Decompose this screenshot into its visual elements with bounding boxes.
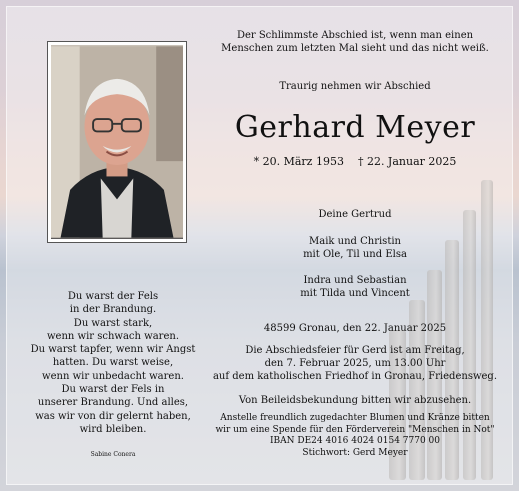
portrait-photo: [48, 42, 186, 242]
place-and-date: 48599 Gronau, den 22. Januar 2025: [263, 323, 447, 334]
poem-author: Sabine Conera: [90, 451, 136, 458]
condolence-note: Von Beileidsbekundung bitten wir abzusehen.: [238, 395, 472, 406]
ceremony-line: auf dem katholischen Friedhof in Gronau, Friedensweg.: [212, 371, 498, 382]
intro-line: Der Schlimmste Abschied ist, wenn man einen: [236, 30, 474, 41]
intro-line: Menschen zum letzten Mal sieht und das nicht weiß.: [221, 43, 489, 54]
donation-line: Anstelle freundlich zugedachter Blumen und Kränze bitten: [220, 413, 490, 423]
poem-line: wenn wir unbedacht waren.: [42, 370, 184, 382]
donation-line: wir um eine Spende für den Förderverein "Menschen in Not": [215, 424, 495, 435]
family-member: mit Ole, Til und Elsa: [303, 249, 407, 260]
poem-line: in der Brandung.: [69, 304, 157, 316]
life-dates: * 20. März 1953 † 22. Januar 2025: [253, 155, 457, 168]
donation-iban: IBAN DE24 4016 4024 0154 7770 00: [269, 436, 440, 446]
family-member: Maik und Christin: [309, 236, 401, 247]
deceased-name: Gerhard Meyer: [234, 110, 476, 145]
family-member: Deine Gertrud: [318, 209, 392, 220]
poem-line: wird bleiben.: [79, 423, 147, 435]
poem-line: Du warst der Fels in: [61, 384, 165, 396]
poem-line: Du warst der Fels: [67, 291, 159, 302]
poem-line: unserer Brandung. Und alles,: [37, 397, 189, 409]
family-member: mit Tilda und Vincent: [300, 288, 410, 299]
portrait-illustration: [51, 45, 183, 239]
poem-line: wenn wir schwach waren.: [46, 330, 179, 342]
ceremony-line: den 7. Februar 2025, um 13.00 Uhr: [264, 358, 446, 369]
poem: [18, 290, 208, 436]
mourning-subtitle: Traurig nehmen wir Abschied: [279, 81, 431, 92]
donation-request: [200, 413, 510, 459]
donation-keyword: Stichwort: Gerd Meyer: [302, 447, 408, 458]
poem-line: Du warst stark,: [73, 317, 153, 329]
family-member: Indra und Sebastian: [303, 275, 407, 286]
poem-line: was wir von dir gelernt haben,: [35, 410, 191, 422]
ceremony-line: Die Abschiedsfeier für Gerd ist am Freitag,: [245, 345, 465, 356]
intro-quote: [200, 29, 510, 55]
poem-line: Du warst tapfer, wenn wir Angst: [30, 344, 196, 356]
ceremony-details: [200, 344, 510, 383]
poem-line: hatten. Du warst weise,: [52, 357, 174, 369]
